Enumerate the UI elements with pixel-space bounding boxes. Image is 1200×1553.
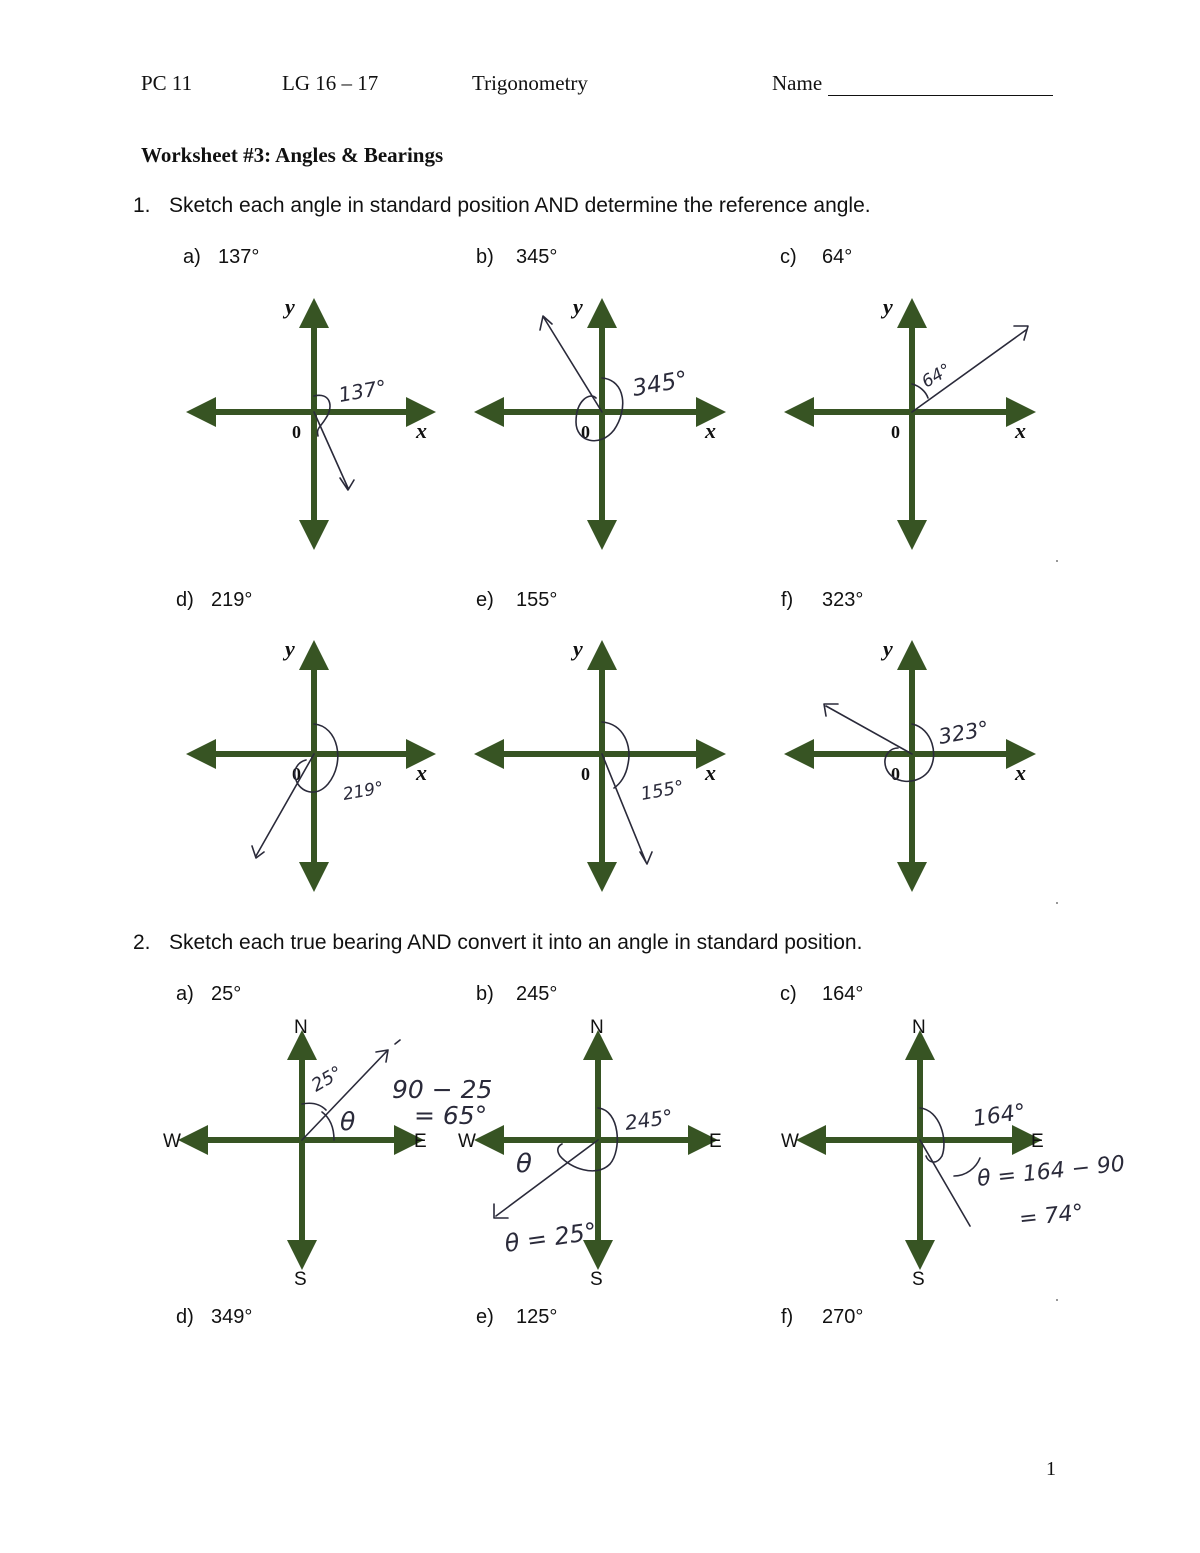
q2b-south: S — [590, 1269, 603, 1290]
q1e-hand-angle: 155° — [639, 776, 686, 805]
q1a-origin: 0 — [292, 422, 301, 442]
q2b-north: N — [590, 1017, 604, 1038]
q1d-hand-angle: 219° — [341, 778, 386, 805]
q1e-value: 155° — [516, 589, 558, 611]
q2b-hand-angle: 245° — [623, 1104, 675, 1135]
topic: Trigonometry — [472, 71, 588, 95]
q2c-hand-angle: 164° — [971, 1099, 1028, 1132]
q1c-hand-angle: 64° — [918, 359, 955, 393]
q1-text: Sketch each angle in standard position AND determine the reference angle. — [169, 194, 871, 217]
q2b-compass — [458, 1017, 722, 1290]
q2a-hand-calc1: 90 − 25 — [392, 1075, 493, 1104]
q1a-y-label: y — [285, 294, 295, 319]
q1e-x-label: x — [705, 760, 716, 785]
q2b-west: W — [458, 1131, 476, 1152]
q1e-y-label: y — [573, 636, 583, 661]
q1d-value: 219° — [211, 589, 253, 611]
q2f-letter: f) — [781, 1306, 794, 1328]
q2-number: 2. — [133, 931, 151, 954]
q1b-origin: 0 — [581, 422, 590, 442]
q2a-south: S — [294, 1269, 307, 1290]
q1d-letter: d) — [176, 589, 194, 611]
q1d-y-label: y — [285, 636, 295, 661]
q1e-axes — [486, 636, 716, 880]
q1f-letter: f) — [781, 589, 794, 611]
q1b-y-label: y — [573, 294, 583, 319]
q1b-x-label: x — [705, 418, 716, 443]
q2a-hand-calc2: = 65° — [414, 1101, 488, 1130]
q2d-value: 349° — [211, 1306, 253, 1328]
q1b-value: 345° — [516, 246, 558, 268]
q2e-value: 125° — [516, 1306, 558, 1328]
q1c-value: 64° — [822, 246, 853, 268]
q2f-value: 270° — [822, 1306, 864, 1328]
q2a-value: 25° — [211, 983, 242, 1005]
q1f-value: 323° — [822, 589, 864, 611]
name-label: Name — [772, 71, 823, 95]
q2a-sketch — [302, 1040, 492, 1140]
q2c-compass — [781, 1017, 1044, 1290]
q1b-letter: b) — [476, 246, 494, 268]
q2c-hand-calc2: = 74° — [1018, 1200, 1085, 1232]
q2-text: Sketch each true bearing AND convert it into an angle in standard position. — [169, 931, 863, 954]
q2b-value: 245° — [516, 983, 558, 1005]
q1f-axes — [796, 636, 1026, 880]
page-number: 1 — [1046, 1458, 1056, 1480]
q1c-y-label: y — [883, 294, 893, 319]
q2a-hand-angle: 25° — [308, 1062, 347, 1097]
q2b-east: E — [709, 1131, 722, 1152]
q1b-axes — [486, 294, 716, 538]
q1e-sketch — [602, 722, 686, 864]
q1e-letter: e) — [476, 589, 494, 611]
q2b-letter: b) — [476, 983, 494, 1005]
learning-guide: LG 16 – 17 — [282, 71, 379, 95]
course-code: PC 11 — [141, 71, 193, 95]
q2c-sketch — [920, 1100, 1126, 1232]
q1f-origin: 0 — [891, 764, 900, 784]
q1c-axes — [796, 294, 1026, 538]
q2d-letter: d) — [176, 1306, 194, 1328]
q2b-sketch — [494, 1104, 674, 1257]
q2b-hand-theta: θ — [516, 1149, 532, 1179]
q2c-west: W — [781, 1131, 799, 1152]
q1d-sketch — [252, 724, 385, 858]
q2a-east: E — [414, 1131, 427, 1152]
q2c-north: N — [912, 1017, 926, 1038]
q1a-value: 137° — [218, 246, 260, 268]
q2e-letter: e) — [476, 1306, 494, 1328]
q1d-x-label: x — [416, 760, 427, 785]
worksheet-title: Worksheet #3: Angles & Bearings — [141, 143, 444, 167]
q1e-origin: 0 — [581, 764, 590, 784]
q2c-south: S — [912, 1269, 925, 1290]
q1f-y-label: y — [883, 636, 893, 661]
q1d-origin: 0 — [292, 764, 301, 784]
q1c-origin: 0 — [891, 422, 900, 442]
q2a-hand-theta: θ — [340, 1107, 356, 1136]
q2c-letter: c) — [780, 983, 797, 1005]
q1c-x-label: x — [1015, 418, 1026, 443]
q1f-x-label: x — [1015, 760, 1026, 785]
q2a-letter: a) — [176, 983, 194, 1005]
q2a-west: W — [163, 1131, 181, 1152]
q1-number: 1. — [133, 194, 151, 217]
q1a-axes — [198, 294, 427, 538]
q2a-north: N — [294, 1017, 308, 1038]
q1b-hand-angle: 345° — [630, 366, 690, 402]
q2b-hand-result: θ = 25° — [502, 1217, 599, 1258]
q1f-sketch — [824, 704, 991, 781]
q1f-hand-angle: 323° — [936, 716, 991, 749]
q1a-sketch — [314, 375, 388, 490]
q1c-letter: c) — [780, 246, 797, 268]
q1a-hand-angle: 137° — [336, 374, 389, 407]
q1a-letter: a) — [183, 246, 201, 268]
q1a-x-label: x — [416, 418, 427, 443]
q2c-value: 164° — [822, 983, 864, 1005]
q2c-hand-calc1: θ = 164 − 90 — [976, 1151, 1127, 1192]
q2c-east: E — [1031, 1131, 1044, 1152]
q1b-sketch — [540, 316, 690, 441]
q1c-sketch — [912, 326, 1028, 412]
